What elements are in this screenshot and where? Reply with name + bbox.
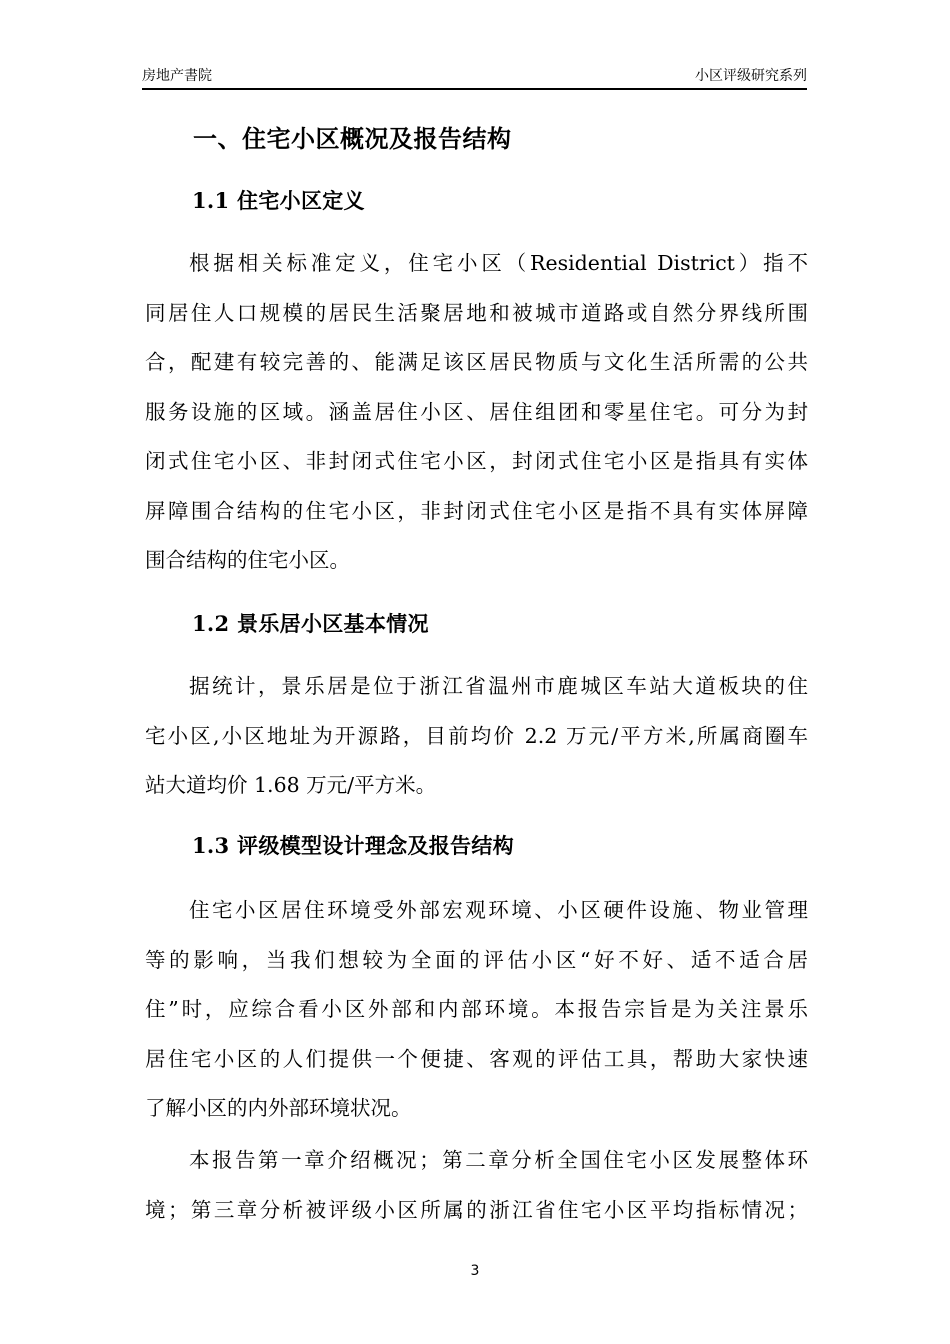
text-line: 了解小区的内外部环境状况。 bbox=[145, 1096, 412, 1120]
text-line: 本报告第一章介绍概况；第二章分析全国住宅小区发展整体环 bbox=[189, 1148, 808, 1172]
text-line: 宅小区,小区地址为开源路，目前均价 2.2 万元/平方米,所属商圈车 bbox=[145, 723, 808, 748]
section-heading-1-1: 1.1 住宅小区定义 bbox=[192, 188, 365, 213]
paragraph-report-structure bbox=[145, 1136, 808, 1235]
paragraph-basic-info bbox=[145, 662, 808, 811]
page-number: 3 bbox=[470, 1263, 480, 1279]
section-heading-1-3: 1.3 评级模型设计理念及报告结构 bbox=[192, 833, 514, 858]
text-line: 住宅小区居住环境受外部宏观环境、小区硬件设施、物业管理 bbox=[189, 898, 808, 922]
text-line: 境；第三章分析被评级小区所属的浙江省住宅小区平均指标情况； bbox=[145, 1197, 808, 1222]
text-line: 据统计，景乐居是位于浙江省温州市鹿城区车站大道板块的住 bbox=[189, 674, 808, 698]
text-line: 居住宅小区的人们提供一个便捷、客观的评估工具，帮助大家快速 bbox=[145, 1046, 808, 1071]
text-line: 住”时，应综合看小区外部和内部环境。本报告宗旨是为关注景乐 bbox=[145, 997, 808, 1021]
text-line: 闭式住宅小区、非封闭式住宅小区，封闭式住宅小区是指具有实体 bbox=[145, 449, 808, 473]
header-publisher: 房地产書院 bbox=[142, 68, 212, 84]
text-line: 同居住人口规模的居民生活聚居地和被城市道路或自然分界线所围 bbox=[145, 300, 808, 325]
text-line: 围合结构的住宅小区。 bbox=[145, 548, 350, 572]
text-line: 合，配建有较完善的、能满足该区居民物质与文化生活所需的公共 bbox=[145, 350, 808, 374]
text-line: 等的影响，当我们想较为全面的评估小区“好不好、适不适合居 bbox=[145, 947, 808, 972]
page-header bbox=[142, 66, 807, 90]
paragraph-definition bbox=[145, 239, 808, 586]
paragraph-design-concept bbox=[145, 886, 808, 1134]
section-heading-1-2: 1.2 景乐居小区基本情况 bbox=[192, 611, 429, 636]
chapter-title: 一、住宅小区概况及报告结构 bbox=[193, 125, 512, 153]
header-series: 小区评级研究系列 bbox=[695, 68, 807, 84]
text-line: 根据相关标准定义，住宅小区（Residential District）指不 bbox=[189, 251, 808, 275]
text-line: 屏障围合结构的住宅小区，非封闭式住宅小区是指不具有实体屏障 bbox=[145, 498, 808, 523]
text-line: 站大道均价 1.68 万元/平方米。 bbox=[145, 773, 437, 797]
text-line: 服务设施的区域。涵盖居住小区、居住组团和零星住宅。可分为封 bbox=[145, 399, 808, 424]
